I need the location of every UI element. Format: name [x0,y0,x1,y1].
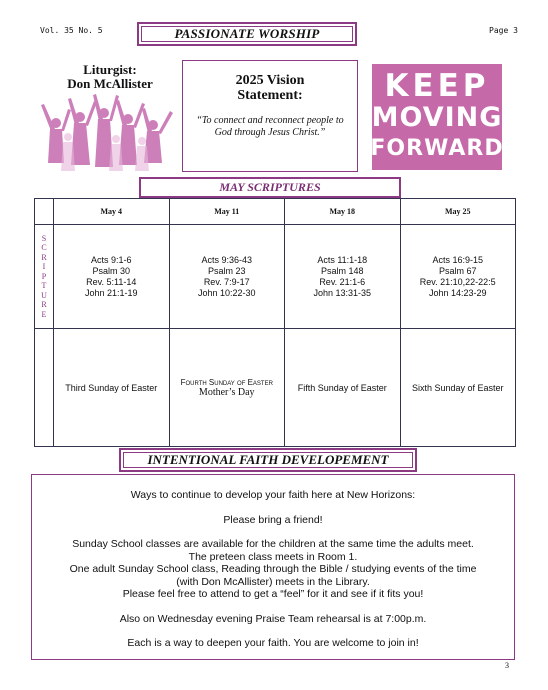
scripture-cell [54,225,170,329]
liturgist-block [40,63,180,91]
sunday-side-cell [35,329,54,447]
scripture-schedule-table [34,198,516,447]
praise-team-line: Also on Wednesday evening Praise Team rehearsal is at 7:00p.m. [119,612,427,625]
sunday-name: Sixth Sunday of Easter [411,382,504,393]
side-label-letter: P [41,271,47,281]
scripture-ref: Psalm 67 [438,265,477,276]
sunday-name: Fifth Sunday of Easter [297,382,387,393]
scripture-ref: Rev. 21:1-6 [319,276,366,287]
closing-line: Each is a way to deepen your faith. You are welcome to join in! [127,637,419,649]
sunday-row [35,329,516,447]
side-label-letter: C [41,243,47,253]
sunday-cell [400,329,516,447]
volume-label: Vol. 35 No. 5 [40,26,103,35]
worship-dancers-illustration [38,93,178,173]
scripture-ref: Psalm 30 [92,265,131,276]
sunday-school-line: (with Don McAllister) meets in the Library. [176,575,370,588]
date-header: May 25 [400,199,516,225]
page-number: 3 [505,661,509,670]
sunday-school-line: Please feel free to attend to get a “feel” for it and see if it fits you! [122,588,424,600]
section-banner-scriptures: MAY SCRIPTURES [139,177,401,198]
vision-statement-box [182,60,358,172]
scripture-side-label [35,234,53,320]
keep-text: KEEP [384,67,490,104]
table-header-row [35,199,516,225]
sunday-name: Fourth Sunday of Easter [180,377,273,387]
scripture-ref: Acts 9:36-43 [201,254,253,265]
section-banner-worship: PASSIONATE WORSHIP [137,22,357,46]
scripture-ref: John 10:22-30 [197,287,256,298]
scripture-cell [285,225,401,329]
keep-moving-forward-graphic [372,64,502,170]
liturgist-label: Liturgist: [83,62,137,77]
scripture-cell [169,225,285,329]
scripture-ref: Acts 11:1-18 [317,254,368,265]
vision-title [183,73,357,103]
faith-bring-friend: Please bring a friend! [223,513,323,526]
scripture-ref: Acts 9:1-6 [90,254,132,265]
special-day-label: Mother’s Day [198,386,255,398]
side-label-letter: R [41,252,47,262]
scripture-ref: Acts 16:9-15 [432,254,484,265]
scripture-ref: Rev. 21:10,22-22:5 [419,276,496,287]
sunday-school-line: One adult Sunday School class, Reading through the Bible / studying events of the time [69,563,477,575]
liturgist-name: Don McAllister [67,76,153,91]
sunday-name: Third Sunday of Easter [65,382,158,393]
side-label-letter: R [41,300,47,310]
side-label-letter: U [41,290,47,300]
page-header-label: Page 3 [489,26,518,35]
vision-title-line1: 2025 Vision [235,73,305,88]
sunday-school-line: Sunday School classes are available for the children at the same time the adults meet. [72,538,474,550]
scripture-row [35,225,516,329]
side-label-letter: S [41,233,47,243]
side-label-letter: T [41,281,47,291]
scripture-ref: Psalm 148 [320,265,364,276]
forward-text: FORWARD [370,135,504,161]
sunday-school-line: The preteen class meets in Room 1. [188,550,358,563]
side-label-letter: E [41,309,47,319]
vision-title-line2: Statement: [237,88,303,103]
scripture-ref: Rev. 7:9-17 [203,276,250,287]
vision-text: “To connect and reconnect people to God through Jesus Christ.” [196,115,344,138]
scripture-ref: Psalm 23 [207,265,246,276]
faith-development-box [31,474,515,660]
scripture-ref: John 13:31-35 [313,287,372,298]
date-header: May 18 [285,199,401,225]
moving-text: MOVING [371,101,503,133]
table-corner-cell [35,199,54,225]
scripture-side-label-cell [35,225,54,329]
faith-intro: Ways to continue to develop your faith here at New Horizons: [130,489,416,501]
date-header: May 4 [54,199,170,225]
sunday-cell [54,329,170,447]
sunday-cell [169,329,285,447]
section-banner-faith: INTENTIONAL FAITH DEVELOPEMENT [119,448,417,472]
date-header: May 11 [169,199,285,225]
scripture-ref: John 21:1-19 [84,287,138,298]
scripture-cell [400,225,516,329]
scripture-ref: John 14:23-29 [428,287,487,298]
sunday-cell [285,329,401,447]
side-label-letter: I [42,262,46,272]
scripture-ref: Rev. 5:11-14 [86,276,137,287]
